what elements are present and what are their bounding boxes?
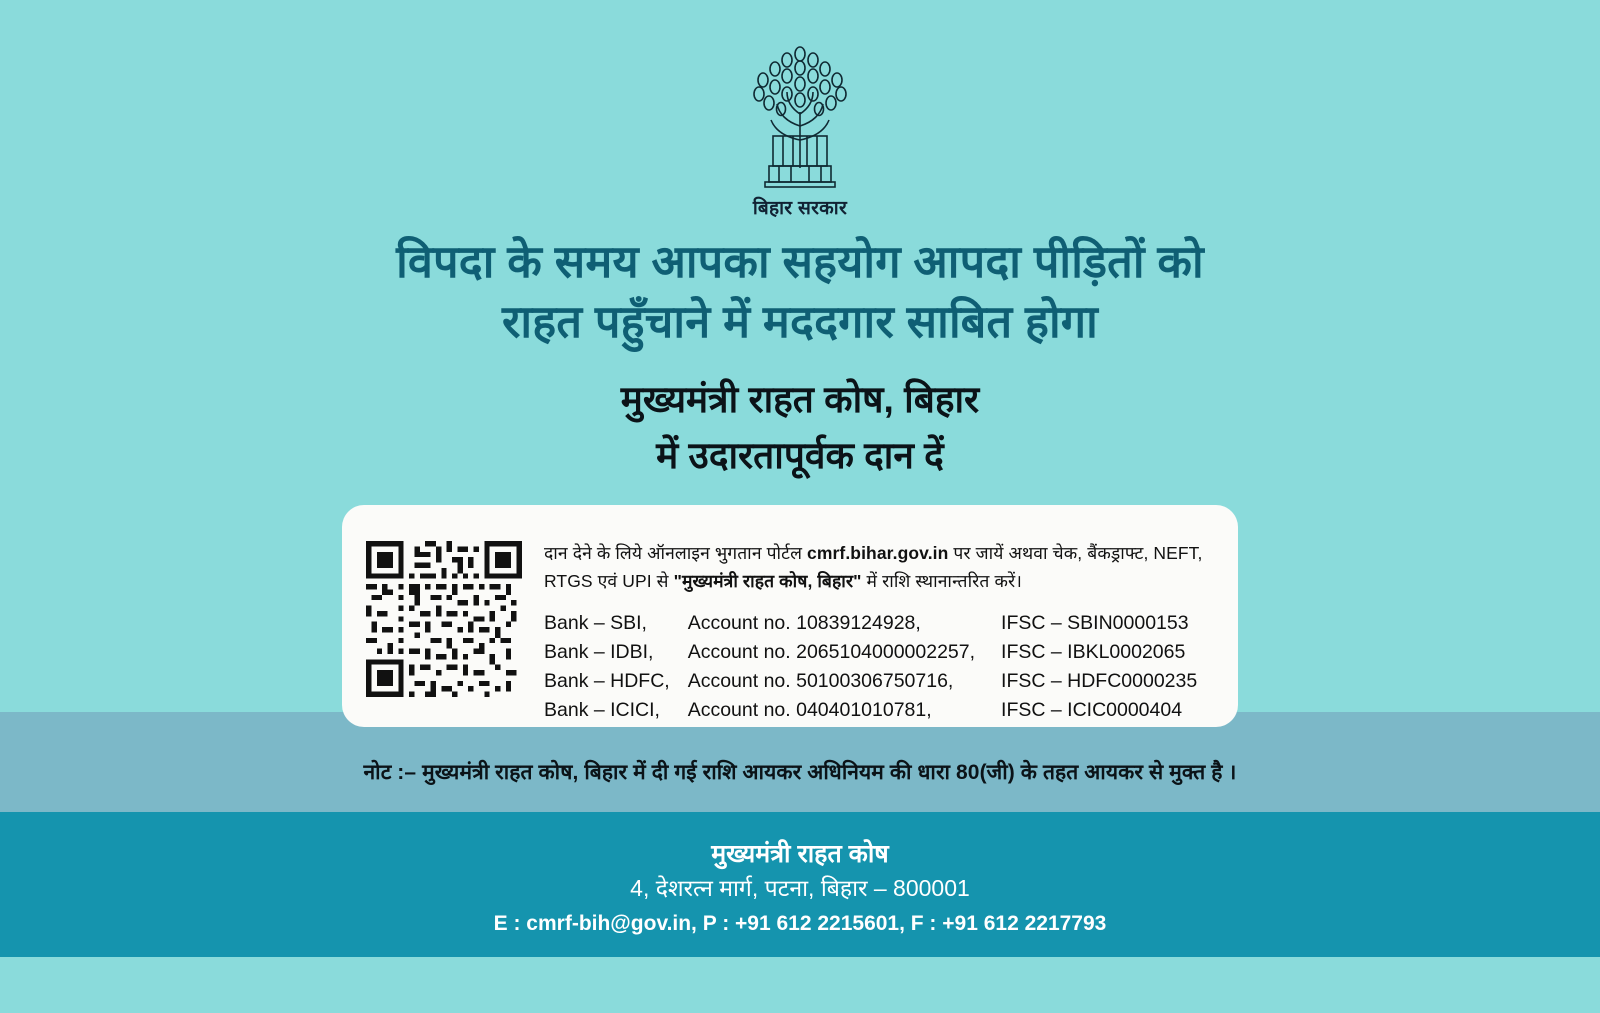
bank-name: Bank – SBI, (544, 612, 647, 634)
ifsc-code: IFSC – HDFC0000235 (1001, 670, 1198, 692)
subheadline (0, 372, 1600, 483)
bank-name: Bank – ICICI, (544, 699, 660, 721)
donation-instruction-text (544, 539, 1214, 595)
ifsc-code: IFSC – SBIN0000153 (1001, 612, 1189, 634)
background-band-bottom-strip (0, 957, 1600, 1013)
table-row (544, 696, 1197, 725)
instruction-part-1: दान देने के लिये ऑनलाइन भुगतान पोर्टल (544, 543, 808, 563)
bank-accounts-table (544, 609, 1197, 725)
subheadline-line-2: में उदारतापूर्वक दान दें (656, 434, 944, 476)
subheadline-line-1: मुख्यमंत्री राहत कोष, बिहार (620, 379, 980, 420)
footer-contact: E : cmrf-bih@gov.in, P : +91 612 2215601, F : +91 612 2217793 (493, 912, 1107, 936)
footer-organization-name: मुख्यमंत्री राहत कोष (711, 840, 889, 868)
table-row (544, 609, 1197, 638)
instruction-part-2: पर जायें अथवा चेक, बैंकड्राफ्ट, NEFT, RTGS एवं UPI से (544, 543, 1203, 591)
donation-details-card (342, 505, 1238, 727)
qr-code-icon[interactable] (366, 525, 522, 702)
emblem-block (0, 40, 1600, 220)
bihar-government-emblem-icon (0, 40, 1600, 190)
footer-address: 4, देशरत्न मार्ग, पटना, बिहार – 800001 (630, 874, 970, 901)
table-row (544, 638, 1197, 667)
instruction-part-3: में राशि स्थानान्तरित करें। (861, 571, 1022, 591)
ifsc-code: IFSC – ICIC0000404 (1001, 699, 1183, 721)
account-number: Account no. 50100306750716, (687, 670, 954, 692)
footer (0, 838, 1600, 941)
bank-name: Bank – IDBI, (544, 641, 654, 663)
headline (0, 232, 1600, 352)
payment-portal-link[interactable]: cmrf.bihar.gov.in (807, 543, 949, 563)
table-row (544, 667, 1197, 696)
donation-instructions-block (544, 525, 1214, 725)
tax-exemption-note: नोट :– मुख्यमंत्री राहत कोष, बिहार में दी गई राशि आयकर अधिनियम की धारा 80(जी) के तहत आयकर से मुक्त है । (363, 761, 1237, 784)
ifsc-code: IFSC – IBKL0002065 (1001, 641, 1186, 663)
account-number: Account no. 040401010781, (687, 699, 932, 721)
bank-name: Bank – HDFC, (544, 670, 670, 692)
headline-line-1: विपदा के समय आपका सहयोग आपदा पीड़ितों को (396, 236, 1204, 287)
account-number: Account no. 2065104000002257, (687, 641, 976, 663)
headline-line-2: राहत पहुँचाने में मददगार साबित होगा (502, 295, 1098, 347)
emblem-caption: बिहार सरकार (752, 198, 848, 219)
account-number: Account no. 10839124928, (687, 612, 921, 634)
fund-name-highlight: "मुख्यमंत्री राहत कोष, बिहार" (673, 571, 862, 591)
